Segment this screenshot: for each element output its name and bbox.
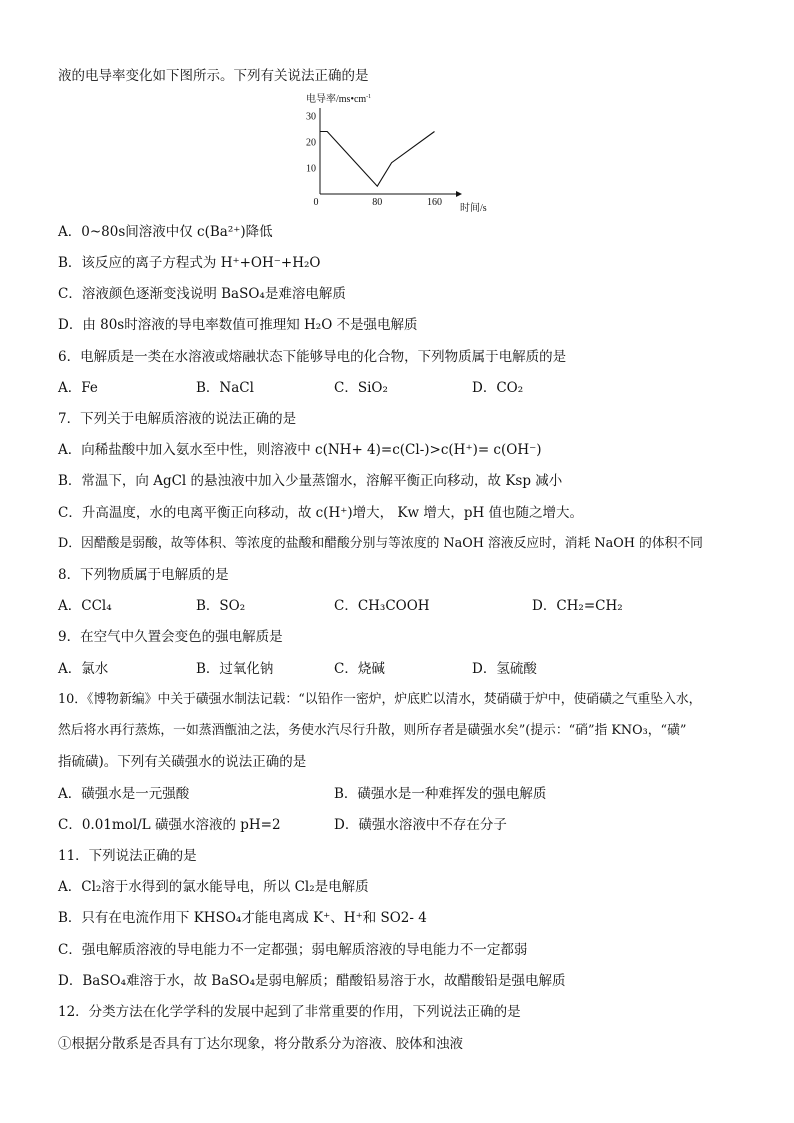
x-tick-label: 160 [427, 197, 443, 208]
y-tick-label: 30 [306, 111, 316, 123]
q11-stem: 11．下列说法正确的是 [58, 848, 197, 864]
q10-stem-line3: 指硫磺)。下列有关磺强水的说法正确的是 [58, 754, 307, 770]
x-tick-label: 80 [372, 197, 383, 208]
q11-option-b: B．只有在电流作用下 KHSO₄才能电离成 K⁺、H⁺和 SO2- 4 [58, 910, 427, 926]
conductivity-chart [296, 90, 506, 220]
q8-stem: 8．下列物质属于电解质的是 [58, 567, 229, 583]
q5-option-c: C．溶液颜色逐渐变浅说明 BaSO₄是难溶电解质 [58, 286, 346, 302]
q7-option-c: C．升高温度，水的电离平衡正向移动，故 c(H⁺)增大， Kw 增大，pH 值也随之增大。 [58, 505, 584, 521]
conductivity-line [320, 132, 435, 187]
x-axis-arrow [456, 191, 462, 197]
q7-stem: 7．下列关于电解质溶液的说法正确的是 [58, 411, 297, 427]
q12-item-1: ①根据分散系是否具有丁达尔现象，将分散系分为溶液、胶体和浊液 [58, 1036, 463, 1052]
q6-option-b: B．NaCl [196, 380, 254, 396]
q8-option-c: C．CH₃COOH [334, 598, 430, 614]
q10-stem-line1: 10．《博物新编》中关于磺强水制法记载：“以铅作一密炉，炉底贮以清水，焚硝磺于炉中，使硝磺之气重坠入水， [58, 692, 702, 707]
q9-option-b: B．过氧化钠 [196, 661, 274, 677]
q12-stem: 12．分类方法在化学学科的发展中起到了非常重要的作用，下列说法正确的是 [58, 1004, 521, 1020]
q9-option-c: C．烧碱 [334, 661, 385, 677]
chart-xlabel: 时间/s [460, 203, 487, 214]
q7-option-b: B．常温下，向 AgCl 的悬浊液中加入少量蒸馏水，溶解平衡正向移动，故 Ksp 减小 [58, 473, 563, 489]
q6-option-c: C．SiO₂ [334, 380, 388, 396]
q10-option-d: D．磺强水溶液中不存在分子 [334, 817, 507, 833]
q9-option-d: D．氢硫酸 [472, 661, 537, 677]
q6-stem: 6．电解质是一类在水溶液或熔融状态下能够导电的化合物，下列物质属于电解质的是 [58, 349, 567, 365]
q9-option-a: A．氯水 [58, 661, 109, 677]
q5-option-d: D．由 80s时溶液的导电率数值可推理知 H₂O 不是强电解质 [58, 317, 418, 333]
q7-option-d: D．因醋酸是弱酸，故等体积、等浓度的盐酸和醋酸分别与等浓度的 NaOH 溶液反应时，消耗 NaOH 的体积不同 [58, 536, 703, 551]
q11-option-c: C．强电解质溶液的导电能力不一定都强；弱电解质溶液的导电能力不一定都弱 [58, 942, 528, 958]
intro-text: 液的电导率变化如下图所示。下列有关说法正确的是 [58, 68, 369, 84]
q10-option-b: B．磺强水是一种难挥发的强电解质 [334, 786, 547, 802]
q5-option-b: B．该反应的离子方程式为 H⁺+OH⁻+H₂O [58, 255, 321, 271]
q9-stem: 9．在空气中久置会变色的强电解质是 [58, 629, 283, 645]
x-tick-label: 0 [313, 197, 319, 208]
y-tick-label: 10 [306, 163, 316, 175]
y-tick-label: 20 [306, 137, 316, 149]
chart-ylabel: 电导率$/ms•cm^{-1}$ [306, 94, 372, 105]
q6-option-d: D．CO₂ [472, 380, 524, 396]
q11-option-a: A．Cl₂溶于水得到的氯水能导电，所以 Cl₂是电解质 [58, 879, 369, 895]
q5-option-a: A．0~80s间溶液中仅 c(Ba²⁺)降低 [58, 224, 273, 240]
q8-option-b: B．SO₂ [196, 598, 246, 614]
q10-option-a: A．磺强水是一元强酸 [58, 786, 190, 802]
q8-option-d: D．CH₂=CH₂ [532, 598, 623, 614]
q8-option-a: A．CCl₄ [58, 598, 112, 614]
q6-option-a: A．Fe [58, 380, 98, 396]
q7-option-a: A．向稀盐酸中加入氨水至中性，则溶液中 c(NH+ 4)=c(Cl-)>c(H⁺)= c(OH⁻) [58, 442, 542, 458]
q10-stem-line2: 然后将水再行蒸炼，一如蒸酒甑油之法，务使水汽尽行升散，则所存者是磺强水矣”(提示：“硝”指 KNO₃，“磺” [58, 723, 687, 738]
q10-option-c: C．0.01mol/L 磺强水溶液的 pH=2 [58, 817, 281, 833]
q11-option-d: D．BaSO₄难溶于水，故 BaSO₄是弱电解质；醋酸铅易溶于水，故醋酸铅是强电解质 [58, 973, 566, 989]
